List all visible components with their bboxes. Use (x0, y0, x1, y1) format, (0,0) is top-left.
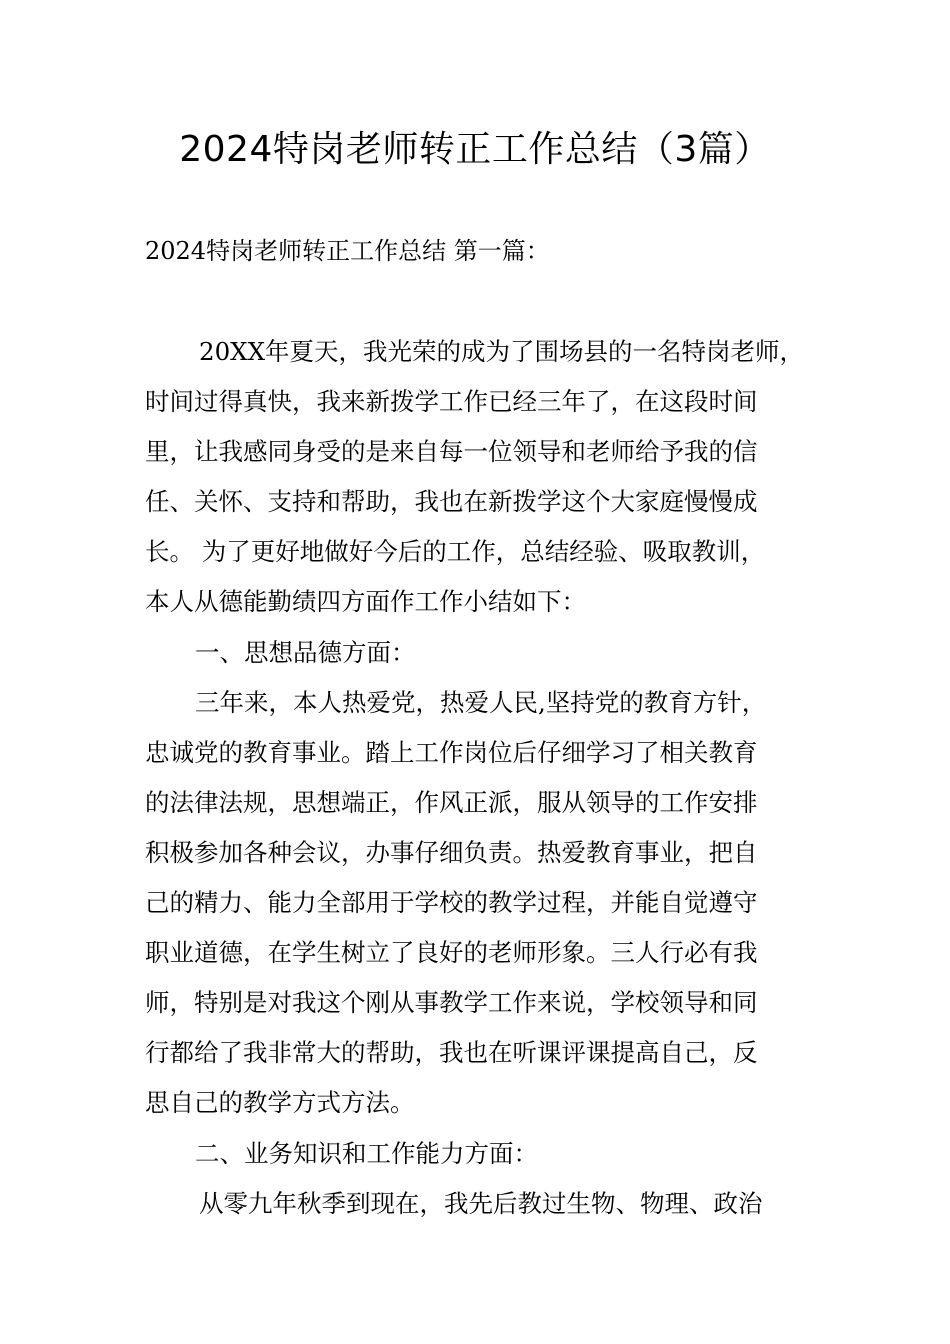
paragraph-line: 20XX年夏天，我光荣的成为了围场县的一名特岗老师， (199, 337, 805, 366)
paragraph-line: 里，让我感同身受的是来自每一位领导和老师给予我的信 (145, 437, 758, 467)
paragraph-line: 三年来，本人热爱党，热爱人民,坚持党的教育方针， (195, 687, 767, 717)
section-heading: 二、业务知识和工作能力方面： (195, 1138, 538, 1168)
paragraph-line: 积极参加各种会议，办事仔细负责。热爱教育事业，把自 (145, 837, 758, 867)
paragraph-line: 时间过得真快，我来新拨学工作已经三年了，在这段时间 (145, 387, 758, 417)
paragraph-line: 行都给了我非常大的帮助，我也在听课评课提高自己，反 (145, 1038, 758, 1068)
document-title: 2024特岗老师转正工作总结（3篇） (179, 129, 771, 170)
paragraph-line: 职业道德，在学生树立了良好的老师形象。三人行必有我 (145, 938, 758, 968)
paragraph-line: 长。 为了更好地做好今后的工作，总结经验、吸取教训， (145, 537, 766, 567)
paragraph-line: 的法律法规，思想端正，作风正派，服从领导的工作安排 (145, 787, 758, 817)
paragraph-line: 忠诚党的教育事业。踏上工作岗位后仔细学习了相关教育 (145, 737, 758, 767)
paragraph-line: 思自己的教学方式方法。 (145, 1088, 415, 1118)
document-body (145, 327, 825, 1229)
section-subtitle: 2024特岗老师转正工作总结 第一篇： (145, 237, 550, 265)
paragraph-line: 己的精力、能力全部用于学校的教学过程，并能自觉遵守 (145, 888, 758, 918)
paragraph-line: 任、关怀、支持和帮助，我也在新拨学这个大家庭慢慢成 (145, 487, 758, 517)
paragraph-line: 师，特别是对我这个刚从事教学工作来说，学校领导和同 (145, 988, 758, 1018)
section-heading: 一、思想品德方面： (195, 637, 416, 667)
paragraph-line: 从零九年秋季到现在，我先后教过生物、物理、政治 (199, 1188, 763, 1218)
paragraph-line: 本人从德能勤绩四方面作工作小结如下： (145, 587, 586, 617)
